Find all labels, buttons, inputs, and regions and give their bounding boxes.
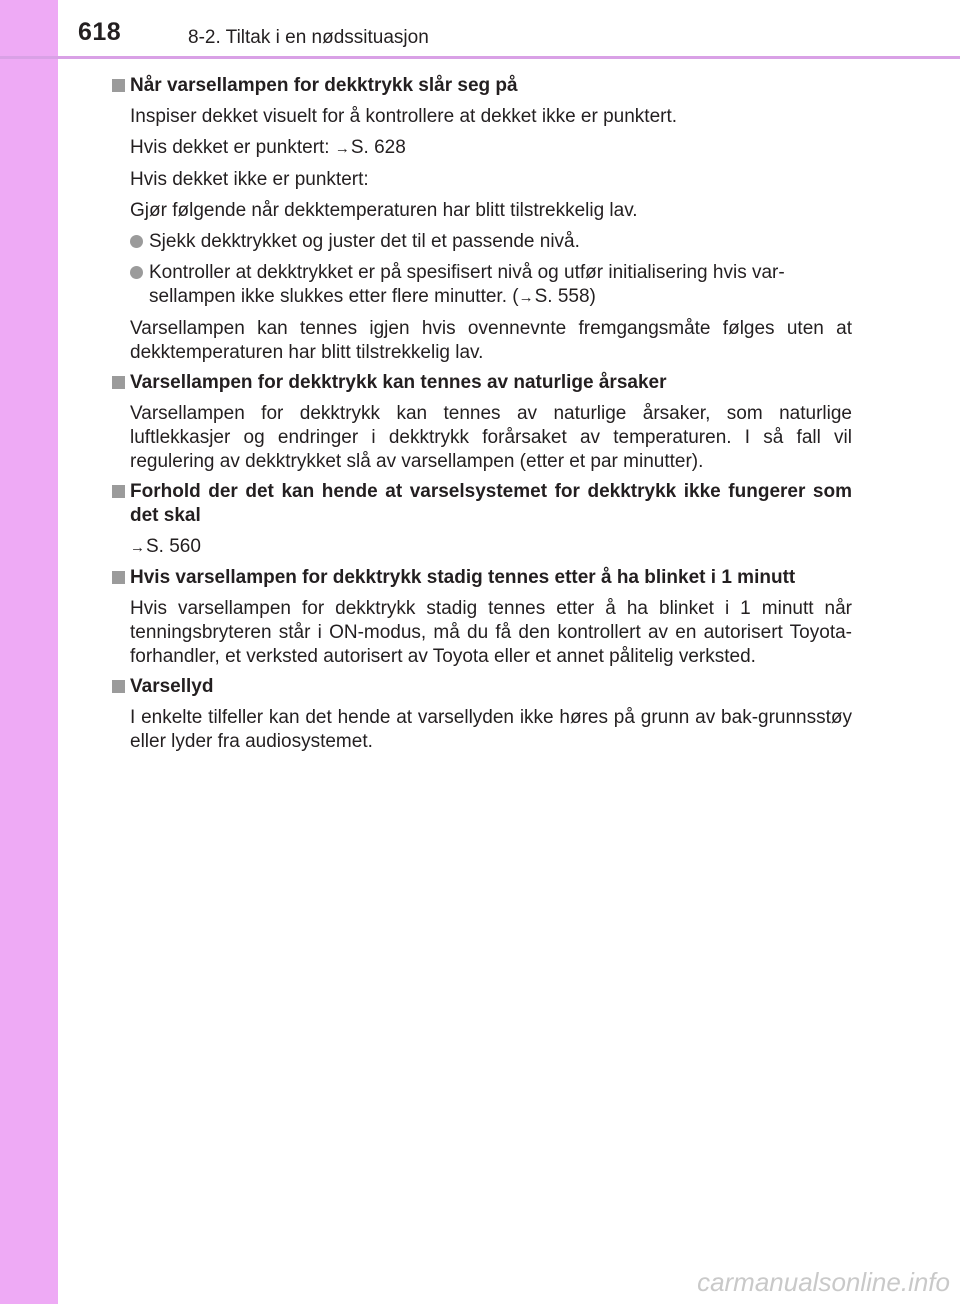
heading-text: Hvis varsellampen for dekktrykk stadig tennes etter å ha blinket i 1 minutt [130,567,796,588]
paragraph: Hvis dekket ikke er punktert: [130,169,369,190]
page-content [112,68,852,754]
arrow-right-icon: → [334,140,350,157]
heading-text: Når varsellampen for dekktrykk slår seg på [130,75,518,96]
site-watermark: carmanualsonline.info [697,1267,950,1297]
paragraph: Varsellampen for dekktrykk kan tennes av naturlige årsaker, som naturlige luftlekkasjer og endringer i dekktrykk forårsaket av temperaturen. I så fall vil regulering av dekktrykket slå av varsellampen (etter et par minutter). [130,403,852,472]
paragraph: Hvis varsellampen for dekktrykk stadig tennes etter å ha blinket i 1 minutt når tenningsbryteren står i ON-modus, må du få den kontrollert av en autorisert Toyota-forhandler, et verksted autorisert av Toyota eller et annet pålitelig verksted. [130,598,852,667]
list-item-text: Sjekk dekktrykket og juster det til et passende nivå. [149,231,580,252]
page-reference-link[interactable]: S. 628 [350,137,406,158]
paragraph-text: Hvis dekket er punktert: [130,137,335,158]
heading-text: Varsellyd [130,676,214,697]
page-reference-link[interactable]: S. 558) [534,286,596,307]
paragraph: Varsellampen kan tennes igjen hvis ovennevnte fremgangsmåte følges uten at dekktemperaturen har blitt tilstrekkelig lav. [130,318,852,363]
circle-bullet-icon [130,266,143,279]
paragraph: I enkelte tilfeller kan det hende at varsellyden ikke høres på grunn av bak-grunnsstøy eller lyder fra audiosystemet. [130,707,852,752]
paragraph: Gjør følgende når dekktemperaturen har blitt tilstrekkelig lav. [130,200,638,221]
page-reference-link[interactable]: S. 560 [146,536,201,557]
circle-bullet-icon [130,235,143,248]
section-heading [112,566,852,590]
header-rule [0,56,960,59]
page-number: 618 [78,18,122,46]
square-bullet-icon [112,376,125,389]
section-heading [112,480,852,528]
list-item [112,230,852,254]
heading-text: Forhold der det kan hende at varselsystemet for dekktrykk ikke fungerer som det skal [130,481,852,526]
section-title: 8-2. Tiltak i en nødssituasjon [188,27,429,48]
heading-text: Varsellampen for dekktrykk kan tennes av naturlige årsaker [130,372,667,393]
square-bullet-icon [112,485,125,498]
section-heading [112,675,852,699]
arrow-right-icon: → [130,539,145,556]
section-heading [112,371,852,395]
square-bullet-icon [112,79,125,92]
reference-line [112,535,852,560]
arrow-right-icon: → [518,289,534,306]
square-bullet-icon [112,680,125,693]
list-item-text: Kontroller at dekktrykket er på spesifisert nivå og utfør initialisering hvis var-sellampen ikke slukkes etter flere minutter. ( [149,262,785,307]
section-heading [112,74,852,98]
paragraph-with-reference [112,136,852,161]
paragraph: Inspiser dekket visuelt for å kontrollere at dekket ikke er punktert. [130,106,678,127]
list-item [112,261,852,310]
square-bullet-icon [112,571,125,584]
sidebar-tab [0,0,58,1304]
